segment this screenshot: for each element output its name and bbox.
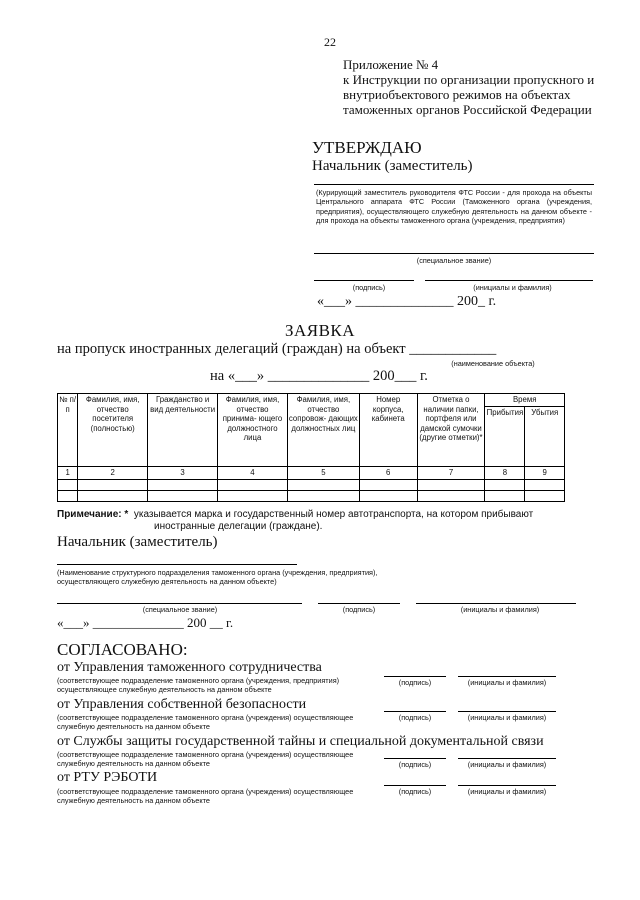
approve-title: УТВЕРЖДАЮ [312,138,422,157]
dept-initials-caption: (инициалы и фамилия) [467,678,547,687]
dept-initials-caption: (инициалы и фамилия) [467,760,547,769]
table-row [58,467,565,480]
dept-initials-line [458,785,556,786]
table-row [58,490,565,501]
special-rank-caption: (специальное звание) [416,256,492,265]
table-row [58,479,565,490]
col-number-cell: 4 [218,467,288,480]
page-number: 22 [324,35,336,49]
header-arrival: Прибытия [485,407,525,467]
col-number-cell: 5 [287,467,359,480]
note [57,509,533,520]
dept-caption: (соответствующее подразделение таможенного органа (учреждения) осуществляющее служебную деятельность на данном объекте [57,750,354,769]
col-number-cell: 8 [485,467,525,480]
dept-signature-caption: (подпись) [398,713,432,722]
dept-signature-line [384,785,446,786]
chief-signature-caption: (подпись) [342,605,376,614]
chief-rank-line [57,603,302,604]
col-number-cell: 9 [525,467,565,480]
header-receiving: Фамилия, имя, отчество принима- ющего должностного лица [218,394,288,467]
dept-initials-caption: (инициалы и фамилия) [467,787,547,796]
col-number-cell: 7 [417,467,485,480]
note-line2: иностранные делегации (граждане). [154,521,323,532]
header-time: Время [485,394,565,407]
dept-rtu-reboti: от РТУ РЭБОТИ [57,770,158,785]
request-title: ЗАЯВКА [284,321,356,340]
chief-title: Начальник (заместитель) [57,534,218,550]
header-escort: Фамилия, имя, отчество сопровож- дающих должностных лиц [287,394,359,467]
col-number-cell: 3 [148,467,218,480]
dept-initials-line [458,711,556,712]
dept-caption: (соответствующее подразделение таможенного органа (учреждения) осуществляющее служебную деятельность на данном объекте [57,713,354,732]
header-room: Номер корпуса, кабинета [359,394,417,467]
curator-line [314,184,594,185]
request-date: на «___» ______________ 200___ г. [210,368,428,384]
chief-initials-caption: (инициалы и фамилия) [460,605,540,614]
chief-signature-line [318,603,400,604]
header-citizenship: Гражданство и вид деятельности [148,394,218,467]
dept-own-security: от Управления собственной безопасности [57,697,307,712]
appendix-block [343,57,613,117]
note-line1: указывается марка и государственный номер автотранспорта, на котором прибывают [133,509,534,520]
dept-signature-caption: (подпись) [398,678,432,687]
signature-caption: (подпись) [352,283,386,292]
dept-signature-caption: (подпись) [398,760,432,769]
dept-signature-line [384,758,446,759]
approve-date: «___» ______________ 200_ г. [317,294,497,309]
division-line [57,564,297,565]
header-number: № п/п [58,394,78,467]
initials-line [425,280,593,281]
dept-secret-protection: от Службы защиты государственной тайны и специальной документальной связи [57,734,544,749]
dept-signature-line [384,711,446,712]
appendix-body: к Инструкции по организации пропускного и внутриобъектового режимов на объектах таможенных органов Российской Федерации [343,72,595,117]
visitors-table [57,393,565,502]
agreed-title: СОГЛАСОВАНО: [57,640,188,659]
header-visitor: Фамилия, имя, отчество посетителя (полностью) [78,394,148,467]
dept-initials-caption: (инициалы и фамилия) [467,713,547,722]
dept-signature-caption: (подпись) [398,787,432,796]
header-departure: Убытия [525,407,565,467]
col-number-cell: 2 [78,467,148,480]
dept-caption: (соответствующее подразделение таможенного органа (учреждения) осуществляющее служебную деятельность на данном объекте [57,787,354,806]
dept-initials-line [458,676,556,677]
dept-customs-cooperation: от Управления таможенного сотрудничества [57,660,322,675]
note-label: Примечание: * [57,509,129,520]
special-rank-line [314,253,594,254]
signature-line [314,280,414,281]
header-mark: Отметка о наличии папки, портфеля или дамской сумочки (другие отметки)* [417,394,485,467]
dept-initials-line [458,758,556,759]
chief-initials-line [416,603,576,604]
dept-signature-line [384,676,446,677]
chief-date: «___» ______________ 200 __ г. [57,615,234,630]
request-subtitle: на пропуск иностранных делегаций (граждан) на объект ____________ [57,341,497,357]
curator-note: (Курирующий заместитель руководителя ФТС России - для прохода на объекты Центрального аппарата ФТС России (Таможенного органа (учреждения, предприятия), осуществляющего служебную деятельность на данном объекте - для прохода на объекты таможенного органа (учреждения, предприятия) [316,188,592,225]
object-caption: (наименование объекта) [451,359,535,368]
appendix-title: Приложение № 4 [343,57,439,72]
approve-head: Начальник (заместитель) [312,158,473,174]
col-number-cell: 1 [58,467,78,480]
dept-caption: (соответствующее подразделение таможенного органа (учреждения, предприятия) осуществляющее служебную деятельность на данном объекте [57,676,340,695]
initials-caption: (инициалы и фамилия) [473,283,552,292]
chief-rank-caption: (специальное звание) [142,605,218,614]
division-caption: (Наименование структурного подразделения таможенного органа (учреждения, предприятия), осуществляющего служебную деятельность на данном объекте) [57,568,378,587]
col-number-cell: 6 [359,467,417,480]
